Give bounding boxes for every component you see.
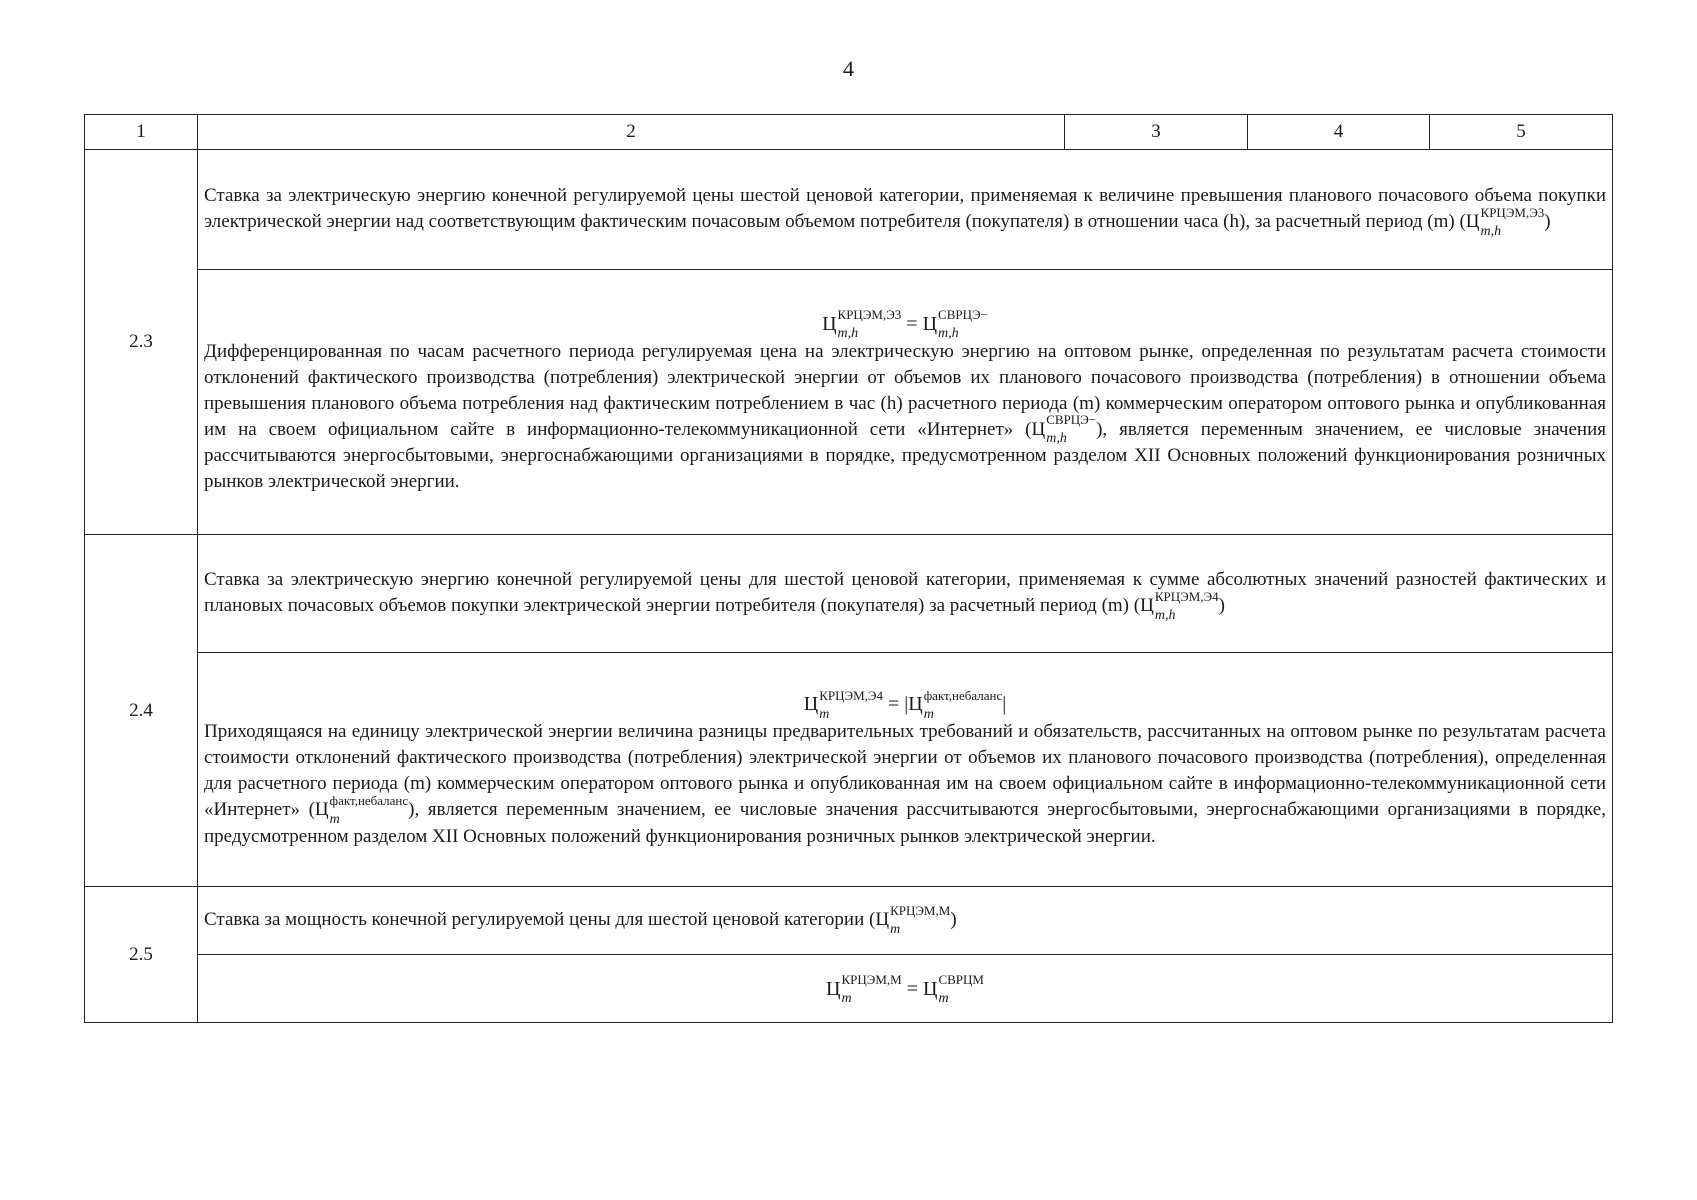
formula-equals: = <box>901 977 923 1000</box>
tariff-table <box>84 114 1613 1023</box>
row-2-5-formula-cell <box>198 955 1613 1023</box>
formula-lhs-letter: Ц <box>826 977 841 1000</box>
row-2-5-intro-text <box>198 887 1613 955</box>
formula-2-3 <box>204 307 1606 342</box>
formula-rhs-sup: СВРЦЭ− <box>938 307 988 323</box>
row-2-4-desc <box>85 653 1613 887</box>
desc-symbol-sup: факт,небаланс <box>329 792 409 808</box>
desc-symbol-sub: m,h <box>1046 431 1067 447</box>
desc-symbol-sup: СВРЦЭ− <box>1046 412 1097 428</box>
symbol-subscript: m,h <box>1480 223 1502 239</box>
row-number-2-4: 2.4 <box>85 535 198 887</box>
formula-rhs-sub: m <box>923 706 934 722</box>
symbol-superscript: КРЦЭМ,Э4 <box>1154 588 1219 604</box>
symbol-superscript: КРЦЭМ,М <box>890 902 951 918</box>
header-col-3: 3 <box>1065 115 1248 150</box>
intro-close: ) <box>1218 595 1225 617</box>
formula-lhs-sub: m <box>819 706 830 722</box>
desc-symbol-sub: m <box>329 811 340 827</box>
row-2-3-desc <box>85 270 1613 535</box>
desc-text-part-b: ), является переменным значением, ее числовые значения рассчитываются энергосбытовыми, энергоснабжающими организациями в порядке, предусмотренном разделом XII Основных положений функционирования розничных рынков электрической энергии. <box>204 799 1606 847</box>
header-col-5: 5 <box>1430 115 1613 150</box>
formula-2-4 <box>204 687 1606 722</box>
row-2-4-intro-text <box>198 535 1613 653</box>
formula-rhs-sub: m <box>938 990 949 1006</box>
formula-rhs-sup: факт,небаланс <box>923 687 1003 703</box>
formula-rhs-sup: СВРЦМ <box>938 971 984 987</box>
row-2-5-formula <box>85 955 1613 1023</box>
formula-rhs-letter: Ц <box>922 312 938 335</box>
row-2-3-intro <box>85 150 1613 270</box>
formula-lhs-sub: m,h <box>837 326 859 342</box>
row-2-3-desc-cell <box>198 270 1613 535</box>
formula-equals: = <box>882 693 905 716</box>
symbol-letter: Ц <box>875 909 890 931</box>
formula-rhs-letter: Ц <box>908 693 923 716</box>
header-col-1: 1 <box>85 115 198 150</box>
header-row <box>85 115 1613 150</box>
desc-symbol-letter: Ц <box>314 799 329 821</box>
intro-text: Ставка за электрическую энергию конечной регулируемой цены для шестой ценовой категории, применяемая к сумме абсолютных значений разностей фактических и плановых почасовых объемов покупки электрической энергии потребителя (покупателя) за расчетный период (m) ( <box>204 569 1606 617</box>
formula-rhs-letter: Ц <box>923 977 938 1000</box>
symbol-letter: Ц <box>1465 211 1480 233</box>
desc-text-part-b: ), является переменным значением, ее числовые значения рассчитываются энергосбытовыми, энергоснабжающими организациями в порядке, предусмотренном разделом XII Основных положений функционирования розничных рынков электрической энергии. <box>204 418 1606 493</box>
symbol-letter: Ц <box>1140 595 1154 617</box>
row-number-2-3: 2.3 <box>85 150 198 535</box>
row-2-4-intro <box>85 535 1613 653</box>
formula-lhs-sup: КРЦЭМ,Э4 <box>819 687 883 703</box>
row-number-2-5: 2.5 <box>85 887 198 1023</box>
row-2-3-intro-text <box>198 150 1613 270</box>
symbol-superscript: КРЦЭМ,Э3 <box>1480 204 1545 220</box>
formula-lhs-sup: КРЦЭМ,Э3 <box>837 307 902 323</box>
header-col-2: 2 <box>198 115 1065 150</box>
desc-symbol-letter: Ц <box>1031 418 1046 440</box>
symbol-subscript: m,h <box>1154 607 1176 623</box>
formula-equals: = <box>901 312 923 335</box>
formula-lhs-sub: m <box>841 990 852 1006</box>
desc-text-part-a: Дифференцированная по часам расчетного периода регулируемая цена на электрическую энергию на оптовом рынке, определенная по результатам расчета стоимости отклонений фактического производства (потребления) электрической энергии от объемов их планового почасового производства (потребления) в отношении объема превышения планового объема потребления над фактическим потреблением в час (h) расчетного периода (m) коммерческим оператором оптового рынка и опубликованная им на своем официальном сайте в информационно-телекоммуникационной сети «Интернет» ( <box>204 340 1606 440</box>
intro-close: ) <box>950 909 957 931</box>
formula-lhs-letter: Ц <box>803 693 819 716</box>
page-number: 4 <box>843 56 854 81</box>
intro-text: Ставка за мощность конечной регулируемой цены для шестой ценовой категории ( <box>204 909 876 931</box>
desc-text-part-a: Приходящаяся на единицу электрической энергии величина разницы предварительных требований и обязательств, рассчитанных на оптовом рынке по результатам расчета стоимости отклонений фактического производства (потребления) электрической энергии от объемов их планового почасового производства (потребления), определенная для расчетного периода (m) коммерческим оператором оптового рынка и опубликованная им на своем официальном сайте в информационно-телекоммуникационной сети «Интернет» ( <box>204 721 1606 821</box>
intro-text: Ставка за электрическую энергию конечной регулируемой цены шестой ценовой категории, применяемая к величине превышения планового почасового объема покупки электрической энергии над соответствующим фактическим почасовым объемом потребителя (покупателя) в отношении часа (h), за расчетный период (m) ( <box>204 185 1606 233</box>
row-2-5-intro <box>85 887 1613 955</box>
symbol-subscript: m <box>890 921 901 937</box>
abs-bar-left: | <box>904 693 909 716</box>
row-2-4-desc-cell <box>198 653 1613 887</box>
header-col-4: 4 <box>1248 115 1430 150</box>
formula-2-5 <box>204 971 1606 1006</box>
formula-lhs-sup: КРЦЭМ,М <box>841 971 902 987</box>
formula-rhs-sub: m,h <box>938 326 959 342</box>
formula-lhs-letter: Ц <box>822 312 837 335</box>
intro-close: ) <box>1544 211 1551 233</box>
abs-bar-right: | <box>1002 693 1007 716</box>
